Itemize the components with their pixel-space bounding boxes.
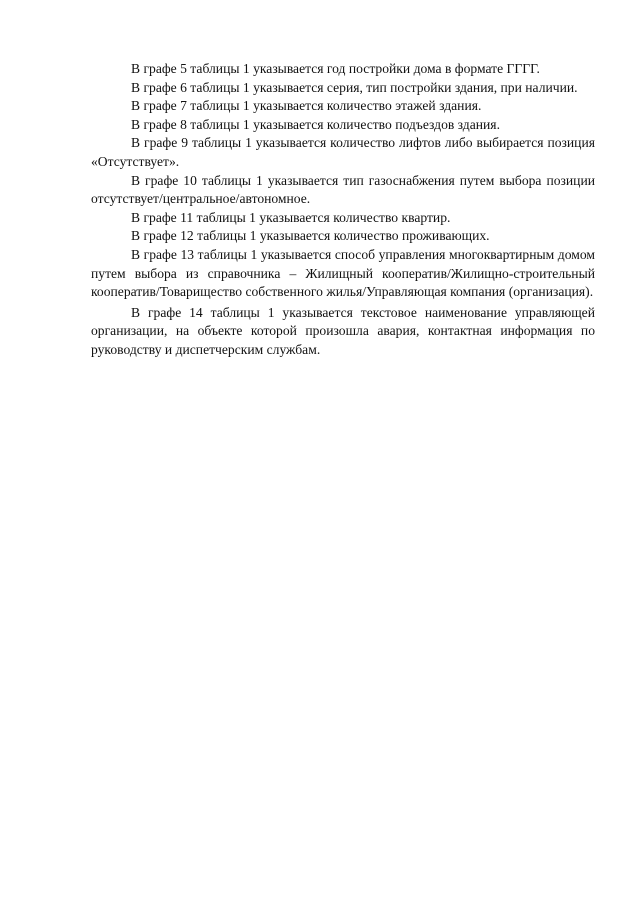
paragraph-column-10: В графе 10 таблицы 1 указывается тип газоснабжения путем выбора позиции отсутствует/центральное/автономное. — [91, 172, 595, 207]
paragraph-column-14: В графе 14 таблицы 1 указывается текстовое наименование управляющей организации, на объекте которой произошла авария, контактная информация по руководству и диспетчерским службам. — [91, 304, 595, 357]
paragraph-column-6: В графе 6 таблицы 1 указывается серия, тип постройки здания, при наличии. — [131, 79, 578, 95]
paragraph-column-13: В графе 13 таблицы 1 указывается способ управления многоквартирным домом путем выбора из справочника – Жилищный кооператив/Жилищно-строительный кооператив/Товарищество собственного жилья/Управляющая компания (организация). — [91, 246, 595, 300]
paragraph-column-7: В графе 7 таблицы 1 указывается количество этажей здания. — [131, 98, 482, 114]
paragraph-column-11: В графе 11 таблицы 1 указывается количество квартир. — [131, 209, 451, 225]
paragraph-column-5: В графе 5 таблицы 1 указывается год постройки дома в формате ГГГГ. — [131, 61, 540, 76]
paragraph-column-8: В графе 8 таблицы 1 указывается количество подъездов здания. — [131, 116, 500, 132]
paragraph-column-12: В графе 12 таблицы 1 указывается количество проживающих. — [131, 228, 490, 244]
paragraph-column-9: В графе 9 таблицы 1 указывается количество лифтов либо выбирается позиция «Отсутствует». — [91, 135, 595, 169]
document-body — [91, 60, 595, 360]
